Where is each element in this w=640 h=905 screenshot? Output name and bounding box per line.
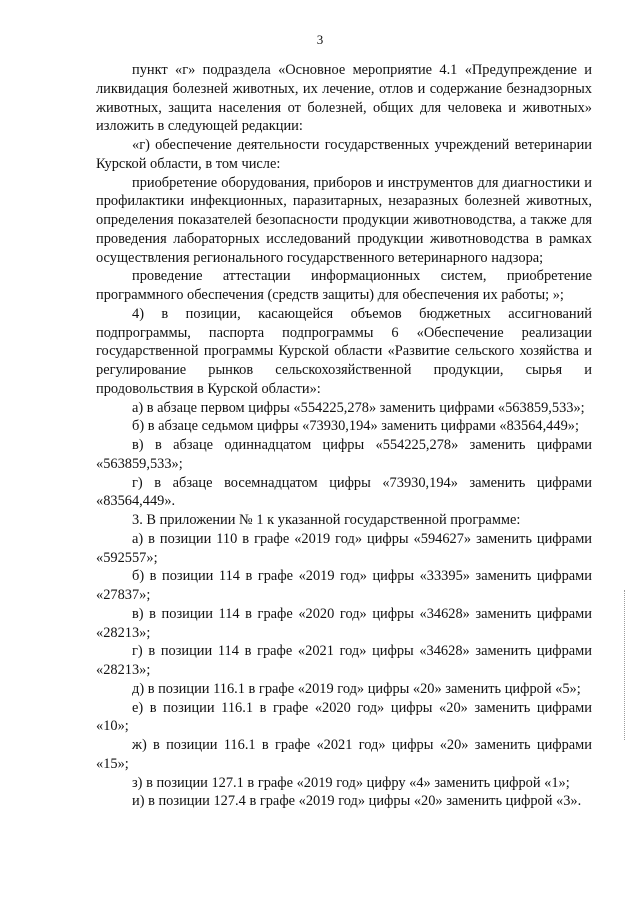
page-number: 3 bbox=[316, 32, 324, 47]
document-body bbox=[96, 61, 592, 811]
paragraph-3b: б) в позиции 114 в графе «2019 год» цифры «33395» заменить цифрами «27837»; bbox=[96, 568, 592, 603]
paragraph-3a: а) в позиции 110 в графе «2019 год» цифры «594627» заменить цифрами «592557»; bbox=[96, 530, 592, 566]
paragraph-4g: г) в абзаце восемнадцатом цифры «73930,194» заменить цифрами «83564,449». bbox=[96, 474, 592, 510]
paragraph-attestation: проведение аттестации информационных систем, приобретение программного обеспечения (средств защиты) для обеспечения их работы; »; bbox=[96, 268, 592, 303]
paragraph-3zh: ж) в позиции 116.1 в графе «2021 год» цифры «20» заменить цифрами «15»; bbox=[96, 737, 592, 772]
paragraph-3z: з) в позиции 127.1 в графе «2019 год» цифру «4» заменить цифрой «1»; bbox=[132, 774, 570, 791]
paragraph-3g: г) в позиции 114 в графе «2021 год» цифры «34628» заменить цифрами «28213»; bbox=[96, 643, 592, 678]
paragraph-intro: пункт «г» подраздела «Основное мероприятие 4.1 «Предупреждение и ликвидация болезней животных, их лечение, отлов и содержание безнадзорных животных, защита населения от болезней, общих для человека и животных» изложить в следующей редакции: bbox=[96, 62, 592, 135]
paragraph-4b: б) в абзаце седьмом цифры «73930,194» заменить цифрами «83564,449»; bbox=[132, 418, 579, 435]
scan-edge-mark bbox=[624, 590, 626, 740]
paragraph-3i: и) в позиции 127.4 в графе «2019 год» цифры «20» заменить цифрой «3». bbox=[132, 793, 582, 810]
paragraph-item-4: 4) в позиции, касающейся объемов бюджетных ассигнований подпрограммы, паспорта подпрограммы 6 «Обеспечение реализации государственной программы Курской области «Развитие сельского хозяйства и регулирование рынков сельскохозяйственной продукции, сырья и продовольствия в Курской области»: bbox=[96, 305, 592, 397]
paragraph-item-3: 3. В приложении № 1 к указанной государственной программе: bbox=[132, 512, 521, 528]
paragraph-item-g: «г) обеспечение деятельности государственных учреждений ветеринарии Курской области, в том числе: bbox=[96, 137, 592, 172]
paragraph-4a: а) в абзаце первом цифры «554225,278» заменить цифрами «563859,533»; bbox=[132, 399, 585, 416]
paragraph-3v: в) в позиции 114 в графе «2020 год» цифры «34628» заменить цифрами «28213»; bbox=[96, 605, 592, 641]
paragraph-3d: д) в позиции 116.1 в графе «2019 год» цифры «20» заменить цифрой «5»; bbox=[132, 680, 581, 697]
paragraph-4v: в) в абзаце одиннадцатом цифры «554225,278» заменить цифрами «563859,533»; bbox=[96, 437, 592, 472]
paragraph-equipment: приобретение оборудования, приборов и инструментов для диагностики и профилактики инфекционных, паразитарных, незаразных болезней животных, определения показателей безопасности продукции животноводства, а также для проведения лабораторных исследований продукции животноводства в рамках осуществления регионального государственного ветеринарного надзора; bbox=[96, 174, 592, 266]
paragraph-3e: е) в позиции 116.1 в графе «2020 год» цифры «20» заменить цифрами «10»; bbox=[96, 699, 592, 735]
